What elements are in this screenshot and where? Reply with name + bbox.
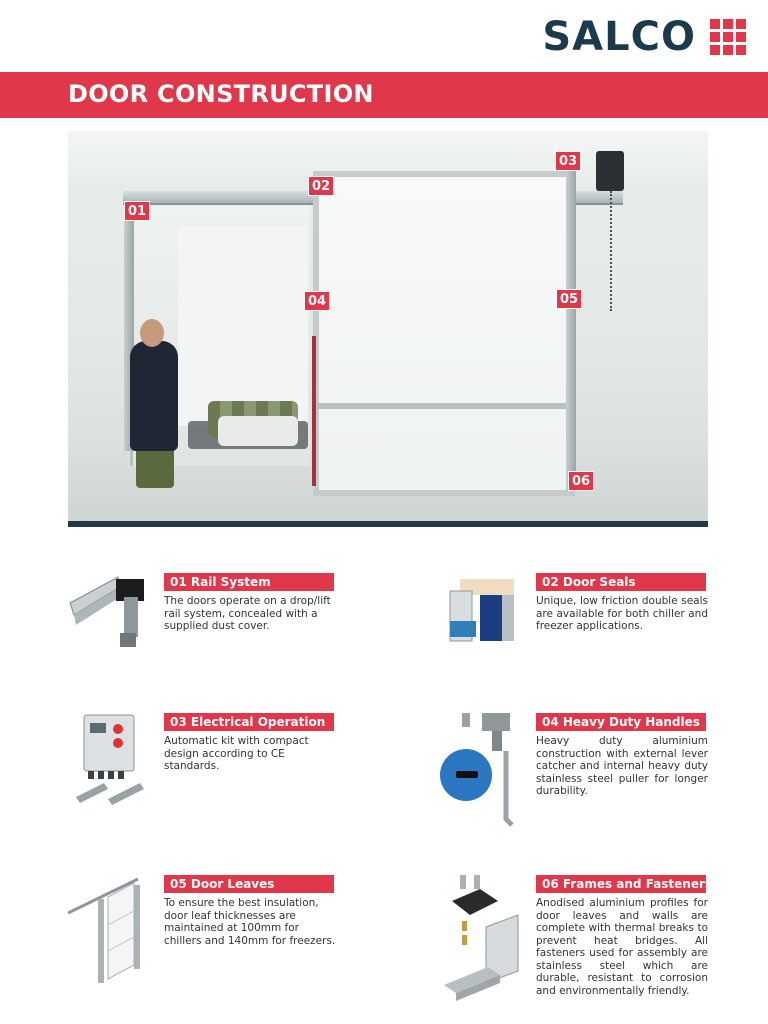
salco-logo: [542, 14, 746, 60]
logo-grid-icon: [710, 19, 746, 55]
feature-label: 04 Heavy Duty Handles: [536, 713, 706, 731]
hero-door-photo: [68, 131, 708, 527]
hero-bottom-strip: [68, 521, 708, 527]
door-leaves-icon: [68, 875, 163, 975]
feature-electrical-operation: [68, 713, 418, 843]
inner-room: [178, 226, 308, 426]
feature-description: Anodised aluminium profiles for door leaves and walls are complete with thermal breaks to prevent heat bridges. All fasteners used for assembly are stainless steel which are durable, resistant to corrosion and environmentally friendly.: [536, 897, 708, 997]
feature-label: 05 Door Leaves: [164, 875, 334, 893]
electrical-operation-icon: [68, 713, 163, 813]
feature-label: 06 Frames and Fasteners: [536, 875, 706, 893]
chain: [610, 191, 612, 311]
hero-marker-02: 02: [308, 176, 334, 196]
door-frame-right: [566, 161, 576, 491]
frames-fasteners-icon: [440, 875, 535, 975]
feature-description: The doors operate on a drop/lift rail system, concealed with a supplied dust cover.: [164, 595, 331, 632]
door-panel: [313, 171, 575, 496]
worker-legs: [136, 446, 174, 488]
feature-description: Automatic kit with compact design according to CE standards.: [164, 735, 309, 772]
hero-marker-04: 04: [304, 291, 330, 311]
feature-heavy-duty-handles: [440, 713, 768, 843]
door-panel-rail: [313, 403, 575, 409]
hero-marker-05: 05: [556, 289, 582, 309]
feature-door-leaves: [68, 875, 418, 1005]
heavy-duty-handles-icon: [440, 713, 535, 813]
hero-marker-01: 01: [124, 201, 150, 221]
rail-system-icon: [68, 573, 163, 673]
pallet-load: [218, 416, 298, 446]
worker-head: [140, 319, 164, 347]
feature-description: Unique, low friction double seals are available for both chiller and freezer applications.: [536, 595, 708, 632]
feature-label: 02 Door Seals: [536, 573, 706, 591]
feature-label: 03 Electrical Operation: [164, 713, 334, 731]
logo-text: SALCO: [542, 14, 696, 60]
hero-marker-06: 06: [568, 471, 594, 491]
door-seals-icon: [440, 573, 535, 673]
feature-description: To ensure the best insulation, door leaf thicknesses are maintained at 100mm for chillers and 140mm for freezers.: [164, 897, 336, 947]
feature-label: 01 Rail System: [164, 573, 334, 591]
title-band: [0, 72, 768, 118]
feature-frames-fasteners: [440, 875, 768, 1005]
feature-description: Heavy duty aluminium construction with external lever catcher and internal heavy duty stainless steel puller for longer durability.: [536, 735, 708, 797]
hero-marker-03: 03: [555, 151, 581, 171]
worker-body: [130, 341, 178, 451]
feature-rail-system: [68, 573, 418, 703]
door-seal: [312, 336, 316, 486]
motor-box: [596, 151, 624, 191]
page-title: DOOR CONSTRUCTION: [68, 80, 374, 108]
feature-door-seals: [440, 573, 768, 703]
